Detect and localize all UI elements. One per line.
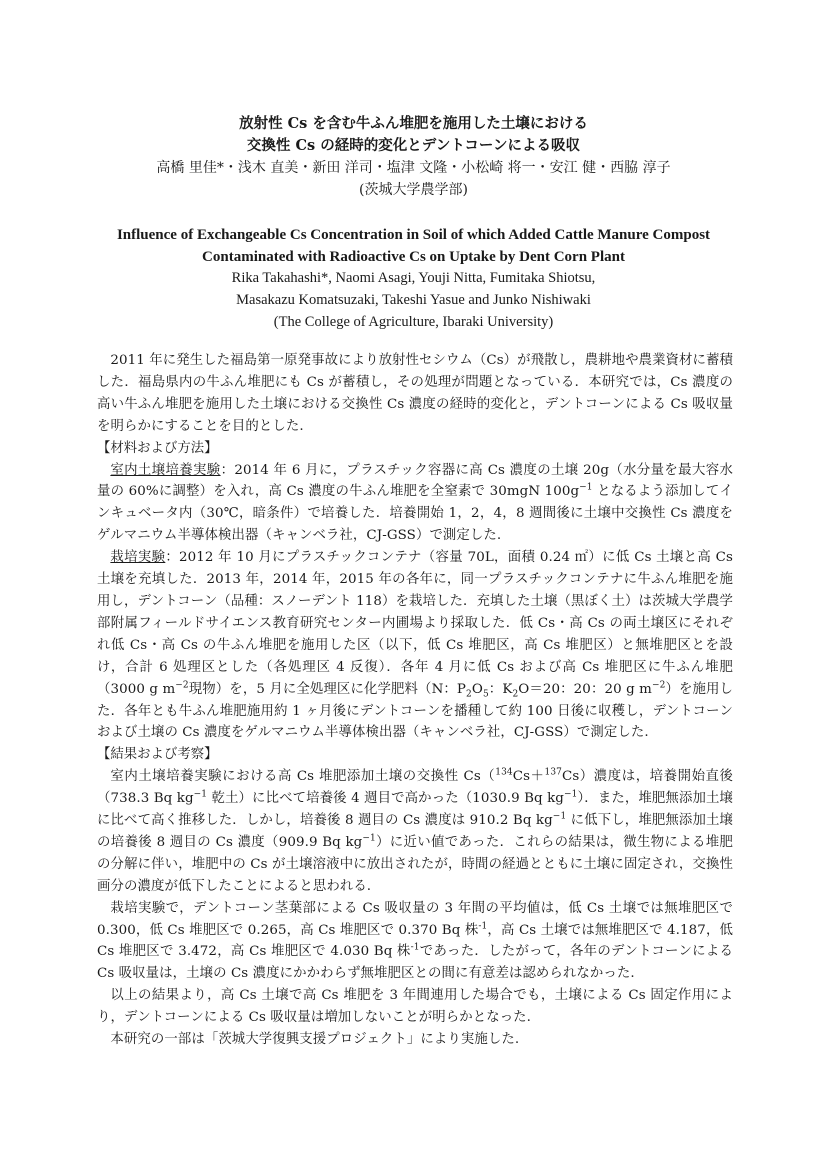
results-heading: 【結果および考察】 — [97, 747, 218, 763]
results-paragraph-3: 以上の結果より，高 Cs 土壌で高 Cs 堆肥を 3 年間連用した場合でも，土壌による Cs 固定作用により，デントコーンによる Cs 吸収量は増加しないことが明らかとなった. — [97, 988, 733, 1026]
authors-en-line1: Rika Takahashi*, Naomi Asagi, Youji Nitta, Fumitaka Shiotsu, — [231, 270, 596, 286]
acknowledgement: 本研究の一部は「茨城大学復興支援プロジェクト」により実施した. — [110, 1032, 520, 1048]
field-experiment-label: 栽培実験 — [110, 550, 166, 566]
intro-paragraph: 2011 年に発生した福島第一原発事故により放射性セシウム（Cs）が飛散し，農耕地や農業資材に蓄積した．福島県内の牛ふん堆肥にも Cs が蓄積し，その処理が問題となっている．本研究では，Cs 濃度の高い牛ふん堆肥を施用した土壌における交換性 Cs 濃度の経時的変化と，デントコーンによる Cs 吸収量を明らかにすることを目的とした. — [97, 353, 734, 434]
title-ja-line1: 放射性 Cs を含む牛ふん堆肥を施用した土壌における — [239, 115, 588, 132]
methods-lab-paragraph: 室内土壌培養実験：2014 年 6 月に，プラスチック容器に高 Cs 濃度の土壌 20g（水分量を最大容水量の 60%に調整）を入れ，高 Cs 濃度の牛ふん堆肥を全窒素で 30mgN $100g^{-1}$ となるよう添加してインキュベータ内（30℃，暗条件）で培養した．培養開始 1，2，4，8 週間後に土壌中交換性 Cs 濃度をゲルマニウム半導体検出器（キャンベラ社，CJ-GSS）で測定した. — [97, 462, 734, 544]
authors-ja: 高橋 里佳*・浅木 直美・新田 洋司・塩津 文隆・小松崎 将一・安江 健・西脇 淳子 — [156, 160, 671, 176]
results-paragraph-2: 栽培実験で，デントコーン茎葉部による Cs 吸収量の 3 年間の平均値は，低 Cs 土壌では無堆肥区で 0.300，低 Cs 堆肥区で 0.265，高 Cs 堆肥区で 0.370 Bq 株$^{-1}$，高 Cs 土壌では無堆肥区で 4.187，低 Cs 堆肥区で 3.472，高 Cs 堆肥区で 4.030 Bq 株$^{-1}$であった．したがって，各年のデントコーンによる Cs 吸収量は，土壌の Cs 濃度にかかわらず無堆肥区との間に有意差は認められなかった. — [97, 900, 734, 982]
affiliation-ja: (茨城大学農学部) — [359, 182, 468, 198]
title-en-line1: Influence of Exchangeable Cs Concentration in Soil of which Added Cattle Manure Compost — [116, 227, 711, 243]
lab-experiment-label: 室内土壌培養実験 — [110, 462, 221, 478]
results-paragraph-1: 室内土壌培養実験における高 Cs 堆肥添加土壌の交換性 Cs（$^{134}$Cs＋$^{137}$Cs）濃度は，培養開始直後（738.3 Bq $kg^{-1}$ 乾土）に比べて培養後 4 週目で高かった（1030.9 Bq $kg^{-1}$）．また，堆肥無添加土壌に比べて高く推移した．しかし，培養後 8 週目の Cs 濃度は 910.2 Bq $kg^{-1}$ に低下し，堆肥無添加土壌の培養後 8 週目の Cs 濃度（909.9 Bq $kg^{-1}$）に近い値であった．これらの結果は，微生物による堆肥の分解に伴い，堆肥中の Cs が土壌溶液中に放出されたが，時間の経過とともに土壌に固定され，交換性画分の濃度が低下したことによると思われる. — [97, 767, 733, 894]
authors-en-line2: Masakazu Komatsuzaki, Takeshi Yasue and Junko Nishiwaki — [236, 292, 591, 308]
affiliation-en: (The College of Agriculture, Ibaraki University) — [273, 314, 554, 330]
title-en-line2: Contaminated with Radioactive Cs on Uptake by Dent Corn Plant — [202, 249, 625, 265]
methods-field-paragraph: 栽培実験：2012 年 10 月にプラスチックコンテナ（容量 70L，面積 0.24 ㎡）に低 Cs 土壌と高 Cs 土壌を充填した．2013 年，2014 年，2015 年の各年に，同一プラスチックコンテナに牛ふん堆肥を施用し，デントコーン（品種：スノーデント 118）を栽培した．充填した土壌（黒ぼく土）は茨城大学農学部附属フィールドサイエンス教育研究センター内圃場より採取した．低 Cs・高 Cs の両土壌区にそれぞれ低 Cs・高 Cs の牛ふん堆肥を施用した区（以下，低 Cs 堆肥区，高 Cs 堆肥区）と無堆肥区とを設け，合計 6 処理区とした（各処理区 4 反復）．各年 4 月に低 Cs および高 Cs 堆肥区に牛ふん堆肥（3000 g $m^{-2}$現物）を，5 月に全処理区に化学肥料（N：$P_2O_5$：$K_2O=20$：20：20 g $m^{-2}$）を施用した．各年とも牛ふん堆肥施用約 1 ヶ月後にデントコーンを播種して約 100 日後に収穫し，デントコーンおよび土壌の Cs 濃度をゲルマニウム半導体検出器（キャンベラ社，CJ-GSS）で測定した. — [97, 550, 734, 741]
methods-heading: 【材料および方法】 — [97, 440, 218, 456]
title-ja-line2: 交換性 Cs の経時的変化とデントコーンによる吸収 — [246, 137, 581, 154]
paper-body — [97, 350, 733, 1051]
